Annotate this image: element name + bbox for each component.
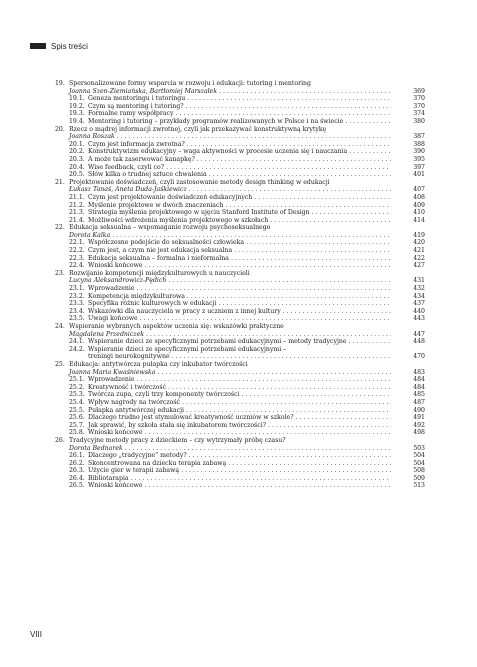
dot-leader xyxy=(187,293,391,301)
dot-leader xyxy=(189,452,391,460)
chapter-author-row xyxy=(55,186,425,194)
chapter-number: 19. xyxy=(55,80,65,87)
subentry-page: 513 xyxy=(413,482,425,490)
chapter-author-row xyxy=(55,277,425,285)
dot-leader xyxy=(117,133,391,141)
chapter-number: 26. xyxy=(55,436,65,444)
subentry-title: Wise feedback, czyli co? xyxy=(88,163,165,171)
chapter-number: 21. xyxy=(55,178,65,186)
subentry-page: 370 xyxy=(413,95,425,103)
chapter-author-row xyxy=(55,445,425,453)
subentry-title: Dlaczego trudno jest stymulować kreatywność uczniów w szkole? xyxy=(88,414,294,422)
toc-subentry xyxy=(55,118,425,126)
subentry-number: 21.3. xyxy=(69,209,85,217)
toc-subentry xyxy=(55,148,425,156)
subentry-title: Wnioski końcowe xyxy=(88,429,143,437)
dot-leader xyxy=(246,239,391,247)
toc-subentry xyxy=(55,338,425,346)
subentry-title: Uwagi końcowe xyxy=(88,315,138,323)
subentry-title: Twórcza zupa, czyli trzy komponenty twórczości xyxy=(88,391,240,399)
chapter-title-text: Edukacja seksualna – wspomaganie rozwoju psychoseksualnego xyxy=(69,224,271,232)
subentry-page: 485 xyxy=(413,391,425,399)
dot-leader xyxy=(283,308,391,316)
chapter-number: 24. xyxy=(55,323,65,330)
chapter-title xyxy=(55,323,425,331)
subentry-page: 388 xyxy=(413,140,425,148)
toc-subentry xyxy=(55,300,425,308)
chapter-number: 22. xyxy=(55,224,65,232)
subentry-line xyxy=(69,346,393,354)
chapter-author-row xyxy=(55,369,425,377)
subentry-title: Współczesne podejście do seksualności człowieka xyxy=(88,239,245,247)
dot-leader xyxy=(131,475,391,483)
subentry-page: 397 xyxy=(413,163,425,171)
subentry-number: 19.1. xyxy=(69,95,85,103)
chapter-number: 25. xyxy=(55,360,65,368)
subentry-number: 20.1. xyxy=(69,140,85,148)
subentry-title: Formalne ramy współpracy xyxy=(88,110,174,118)
chapter-title xyxy=(55,270,425,278)
dot-leader xyxy=(181,467,391,475)
subentry-page: 408 xyxy=(413,193,425,201)
subentry-page: 491 xyxy=(413,414,425,422)
subentry-page: 492 xyxy=(413,421,425,429)
subentry-number: 25.1. xyxy=(69,376,85,384)
chapter-page: 483 xyxy=(413,368,425,376)
subentry-page: 484 xyxy=(413,376,425,384)
subentry-number: 26.5. xyxy=(69,482,85,490)
subentry-page: 380 xyxy=(413,117,425,125)
subentry-number: 25.7. xyxy=(69,421,85,429)
toc-subentry xyxy=(55,202,425,210)
chapter-author: Lucyna Aleksandrowicz-Pędich xyxy=(69,277,167,285)
subentry-number: 19.4. xyxy=(69,117,85,125)
subentry-title: Słów kilka o trudnej sztuce chwalenia xyxy=(88,171,207,179)
header-marker xyxy=(30,43,46,49)
dot-leader xyxy=(296,414,391,422)
chapter-author: Magdalena Przedniczek xyxy=(69,330,145,338)
chapter-page: 369 xyxy=(413,87,425,95)
subentry-page: 509 xyxy=(413,474,425,482)
subentry-title: Dlaczego „tradycyjne” metody? xyxy=(88,452,187,460)
chapter-page: 447 xyxy=(413,330,425,338)
toc-subentry xyxy=(55,209,425,217)
subentry-number: 19.2. xyxy=(69,102,85,110)
toc-chapter xyxy=(55,80,425,126)
subentry-page: 434 xyxy=(413,292,425,300)
subentry-page: 504 xyxy=(413,452,425,460)
subentry-title-continued: treningi neurokognitywne xyxy=(88,353,170,361)
chapter-author-row xyxy=(55,331,425,339)
chapter-title xyxy=(55,224,425,232)
dot-leader xyxy=(345,118,391,126)
dot-leader xyxy=(197,156,391,164)
toc-subentry xyxy=(55,414,425,422)
subentry-title: Wspieranie dzieci ze specyficznymi potrzebami edukacyjnymi – metody tradycyjne xyxy=(88,338,347,346)
subentry-number: 21.4. xyxy=(69,216,85,224)
subentry-number: 26.3. xyxy=(69,467,85,475)
subentry-number: 25.3. xyxy=(69,391,85,399)
subentry-number: 20.5. xyxy=(69,171,85,179)
subentry-title: Wskazówki dla nauczyciela w pracy z uczniem z innej kultury xyxy=(88,307,281,315)
toc-subentry xyxy=(55,285,425,293)
toc-subentry xyxy=(55,460,425,468)
dot-leader xyxy=(137,376,392,384)
chapter-title-text: Tradycyjne metody pracy z dzieckiem – czy wytrzymały próbę czasu? xyxy=(69,436,286,444)
chapter-title xyxy=(55,437,425,445)
dot-leader xyxy=(172,353,391,361)
chapter-author-row xyxy=(55,232,425,240)
toc-subentry xyxy=(55,171,425,179)
subentry-title: Mentoring i tutoring – przykłady programów realizowanych w Polsce i na świecie xyxy=(88,117,344,125)
running-header xyxy=(30,40,88,52)
dot-leader xyxy=(182,399,391,407)
toc-subentry xyxy=(55,164,425,172)
dot-leader xyxy=(225,202,391,210)
subentry-page: 504 xyxy=(413,459,425,467)
chapter-author: Joanna Roszak xyxy=(69,133,115,141)
subentry-line xyxy=(69,353,425,361)
toc-chapter xyxy=(55,323,425,361)
dot-leader xyxy=(228,460,391,468)
subentry-title: Możliwości wdrożenia myślenia projektowego w szkołach xyxy=(88,216,269,224)
toc-chapter xyxy=(55,224,425,270)
subentry-title: Pułapka antytwórczej edukacji xyxy=(88,406,185,414)
chapter-author: Dorota Bednarek xyxy=(69,444,123,452)
subentry-number: 20.2. xyxy=(69,148,85,156)
dot-leader xyxy=(209,171,391,179)
subentry-page: 437 xyxy=(413,300,425,308)
toc-subentry xyxy=(55,95,425,103)
dot-leader xyxy=(270,217,391,225)
chapter-title-text: Spersonalizowane formy wsparcia w rozwoju i edukacji: tutoring i mentoring xyxy=(69,80,312,87)
subentry-page: 487 xyxy=(413,398,425,406)
subentry-page: 432 xyxy=(413,285,425,293)
subentry-title: Czym są mentoring i tutoring? xyxy=(88,102,184,110)
toc-subentry xyxy=(55,255,425,263)
subentry-title: Kreatywność i twórczość xyxy=(88,383,167,391)
toc-subentry xyxy=(55,482,425,490)
subentry-title: Czym jest, a czym nie jest edukacja seksualna xyxy=(88,247,233,255)
subentry-page: 390 xyxy=(413,148,425,156)
chapter-page: 387 xyxy=(413,133,425,141)
toc-subentry xyxy=(55,156,425,164)
chapter-title xyxy=(55,179,425,187)
dot-leader xyxy=(349,338,391,346)
toc-subentry xyxy=(55,452,425,460)
subentry-number: 20.3. xyxy=(69,155,85,163)
subentry-title: Wprowadzenie xyxy=(88,285,135,293)
dot-leader xyxy=(140,315,391,323)
toc-subentry xyxy=(55,475,425,483)
subentry-page: 448 xyxy=(413,338,425,346)
subentry-number: 25.5. xyxy=(69,406,85,414)
subentry-page: 409 xyxy=(413,201,425,209)
subentry-title: Myślenie projektowe w dwóch znaczeniach xyxy=(88,201,224,209)
table-of-contents xyxy=(55,80,425,490)
chapter-title-text: Edukacja: antytwórcza pułapka czy inkubator twórczości xyxy=(69,360,248,368)
page-number: VIII xyxy=(30,630,43,639)
subentry-number: 25.2. xyxy=(69,383,85,391)
subentry-number: 23.2. xyxy=(69,292,85,300)
subentry-number: 25.4. xyxy=(69,398,85,406)
dot-leader xyxy=(254,194,391,202)
subentry-number: 22.2. xyxy=(69,247,85,255)
toc-subentry xyxy=(55,262,425,270)
subentry-title: Konstruktywizm edukacyjny – waga aktywności w procesie uczenia się i nauczania xyxy=(88,148,348,156)
subentry-number: 25.8. xyxy=(69,429,85,437)
subentry-title: Wspieranie dzieci ze specyficznymi potrzebami edukacyjnymi – xyxy=(88,345,287,353)
subentry-page: 484 xyxy=(413,383,425,391)
chapter-title-text: Projektowanie doświadczeń, czyli zastosowanie metody design thinking w edukacji xyxy=(69,178,330,186)
toc-subentry xyxy=(55,247,425,255)
chapter-number: 20. xyxy=(55,125,65,133)
toc-subentry xyxy=(55,217,425,225)
subentry-number: 21.1. xyxy=(69,193,85,201)
chapter-title xyxy=(55,126,425,134)
toc-chapter xyxy=(55,437,425,490)
subentry-page: 374 xyxy=(413,110,425,118)
subentry-page: 401 xyxy=(413,171,425,179)
subentry-title: Jak sprawić, by szkoła stała się inkubatorem twórczości? xyxy=(88,421,266,429)
toc-subentry xyxy=(55,194,425,202)
dot-leader xyxy=(145,262,391,270)
chapter-title-text: Rzecz o mądrej informacji zwrotnej, czyli jak przekazywać konstruktywną krytykę xyxy=(69,125,327,133)
chapter-page: 431 xyxy=(413,277,425,285)
toc-chapter xyxy=(55,179,425,225)
subentry-number: 24.2. xyxy=(69,345,85,353)
subentry-title: Kompetencja międzykulturowa xyxy=(88,292,185,300)
subentry-page: 395 xyxy=(413,155,425,163)
toc-subentry xyxy=(55,293,425,301)
dot-leader xyxy=(112,232,391,240)
dot-leader xyxy=(231,255,391,263)
subentry-title: A może tak zaserwować kanapkę? xyxy=(88,155,195,163)
dot-leader xyxy=(157,369,391,377)
toc-subentry xyxy=(55,407,425,415)
subentry-number: 26.2. xyxy=(69,459,85,467)
dot-leader xyxy=(186,407,391,415)
subentry-title: Użycie gier w terapii zabawą xyxy=(88,467,180,475)
subentry-page: 508 xyxy=(413,467,425,475)
subentry-page: 410 xyxy=(413,209,425,217)
subentry-number: 23.3. xyxy=(69,300,85,308)
chapter-author: Dorota Kalka xyxy=(69,231,111,239)
dot-leader xyxy=(189,186,391,194)
subentry-page: 370 xyxy=(413,102,425,110)
subentry-title: Geneza mentoringu i tutoringu xyxy=(88,95,186,103)
chapter-number: 23. xyxy=(55,269,65,277)
toc-chapter xyxy=(55,270,425,323)
dot-leader xyxy=(186,103,391,111)
chapter-author-row xyxy=(55,133,425,141)
chapter-title xyxy=(55,80,425,88)
dot-leader xyxy=(146,331,391,339)
dot-leader xyxy=(176,110,392,118)
toc-subentry xyxy=(55,376,425,384)
subentry-title: Skoncentrowana na dziecku terapia zabawą xyxy=(88,459,227,467)
dot-leader xyxy=(234,247,391,255)
dot-leader xyxy=(219,88,391,96)
subentry-number: 23.1. xyxy=(69,285,85,293)
chapter-author: Joanna Maria Kwaśniewska xyxy=(69,368,156,376)
subentry-number: 21.2. xyxy=(69,201,85,209)
toc-chapter xyxy=(55,126,425,179)
dot-leader xyxy=(312,209,391,217)
chapter-author: Joanna Szen-Ziemiańska, Bartłomiej Marszałek xyxy=(69,87,218,95)
chapter-author-row xyxy=(55,88,425,96)
chapter-title xyxy=(55,361,425,369)
dot-leader xyxy=(145,482,391,490)
dot-leader xyxy=(125,445,391,453)
chapter-title-text: Wspieranie wybranych aspektów uczenia się: wskazówki praktyczne xyxy=(69,323,284,330)
subentry-number: 20.4. xyxy=(69,163,85,171)
toc-chapter xyxy=(55,361,425,437)
toc-subentry xyxy=(55,239,425,247)
subentry-number: 22.4. xyxy=(69,262,85,270)
subentry-title: Wnioski końcowe xyxy=(88,262,143,270)
chapter-page: 419 xyxy=(413,231,425,239)
dot-leader xyxy=(168,384,391,392)
subentry-page: 440 xyxy=(413,307,425,315)
subentry-number: 19.3. xyxy=(69,110,85,118)
subentry-title: Wnioski końcowe xyxy=(88,482,143,490)
subentry-title: Czym jest projektowanie doświadczeń edukacyjnych xyxy=(88,193,253,201)
subentry-title: Specyfika różnic kulturowych w edukacji xyxy=(88,300,217,308)
subentry-title: Edukacja seksualna – formalna i nieformalna xyxy=(88,254,229,262)
subentry-number: 25.6. xyxy=(69,414,85,422)
subentry-number: 23.4. xyxy=(69,307,85,315)
toc-subentry xyxy=(55,308,425,316)
subentry-title: Wprowadzenie xyxy=(88,376,135,384)
subentry-number: 22.1. xyxy=(69,239,85,247)
chapter-title-text: Rozwijanie kompetencji międzykulturowych u nauczycieli xyxy=(69,269,250,277)
subentry-page: 498 xyxy=(413,429,425,437)
subentry-title: Wpływ nagrody na twórczość xyxy=(88,398,181,406)
subentry-number: 24.1. xyxy=(69,338,85,346)
dot-leader xyxy=(187,95,391,103)
toc-subentry xyxy=(55,384,425,392)
subentry-page: 421 xyxy=(413,247,425,255)
dot-leader xyxy=(145,429,391,437)
toc-subentry xyxy=(55,346,425,361)
dot-leader xyxy=(349,148,391,156)
subentry-page: 422 xyxy=(413,254,425,262)
subentry-number: 26.4. xyxy=(69,474,85,482)
subentry-page: 420 xyxy=(413,239,425,247)
toc-subentry xyxy=(55,141,425,149)
subentry-page: 414 xyxy=(413,216,425,224)
dot-leader xyxy=(187,141,391,149)
subentry-number: 23.5. xyxy=(69,315,85,323)
dot-leader xyxy=(242,391,391,399)
toc-subentry xyxy=(55,110,425,118)
toc-subentry xyxy=(55,391,425,399)
subentry-title: Bibliotarapia xyxy=(88,474,129,482)
dot-leader xyxy=(166,164,391,172)
subentry-page: 427 xyxy=(413,262,425,270)
subentry-title: Czym jest informacja zwrotna? xyxy=(88,140,185,148)
dot-leader xyxy=(137,285,392,293)
toc-subentry xyxy=(55,467,425,475)
toc-subentry xyxy=(55,399,425,407)
subentry-page: 443 xyxy=(413,315,425,323)
subentry-page: 470 xyxy=(413,353,425,361)
dot-leader xyxy=(218,300,391,308)
chapter-author: Łukasz Tanaś, Aneta Duda-Jaśkiewicz xyxy=(69,186,187,194)
toc-subentry xyxy=(55,429,425,437)
dot-leader xyxy=(268,422,391,430)
subentry-number: 26.1. xyxy=(69,452,85,460)
chapter-page: 407 xyxy=(413,186,425,194)
toc-subentry xyxy=(55,103,425,111)
dot-leader xyxy=(168,277,391,285)
chapter-page: 503 xyxy=(413,444,425,452)
header-title: Spis treści xyxy=(51,41,88,51)
subentry-number: 22.3. xyxy=(69,254,85,262)
toc-subentry xyxy=(55,422,425,430)
subentry-title: Strategia myślenia projektowego w ujęciu Stanford Institute of Design xyxy=(88,209,310,217)
subentry-page: 490 xyxy=(413,406,425,414)
toc-subentry xyxy=(55,315,425,323)
